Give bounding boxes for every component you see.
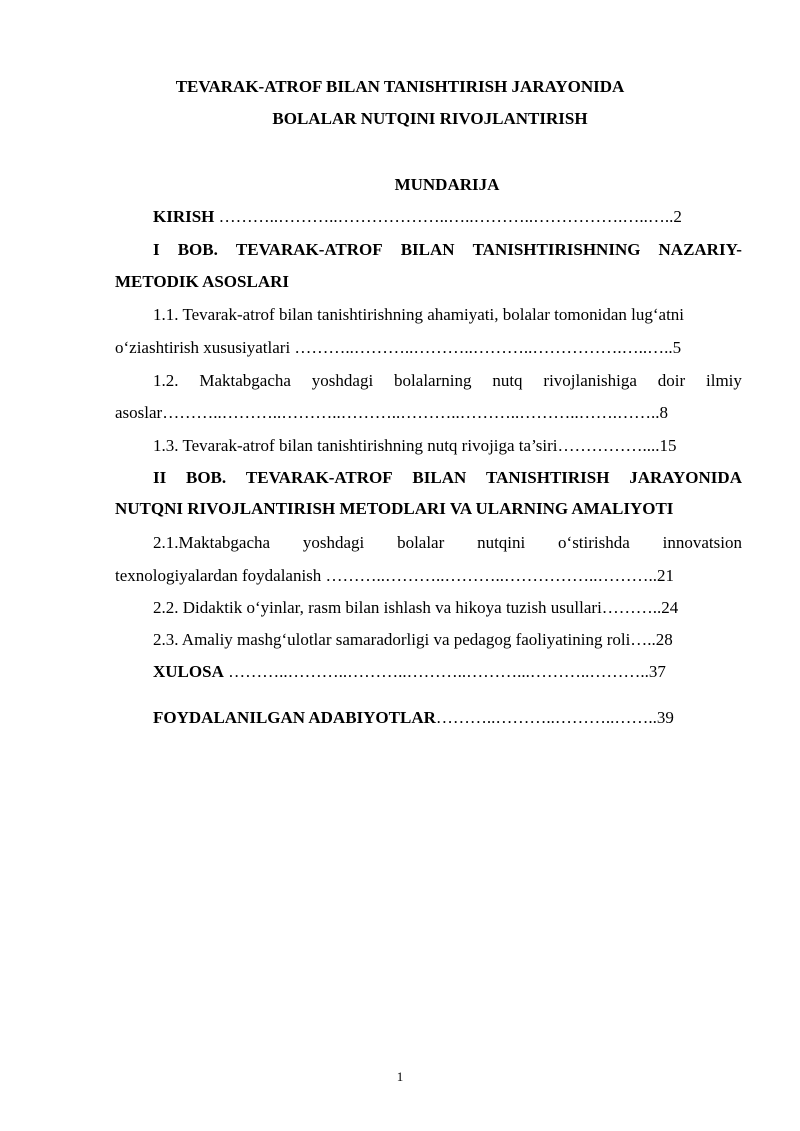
document-title-line2: BOLALAR NUTQINI RIVOJLANTIRISH [272,109,588,128]
toc-word: o‘stirishda [558,533,630,552]
toc-word: II [153,468,167,487]
page-number: 1 [396,1069,404,1084]
toc-entry-1-1-line1: 1.1. Tevarak-atrof bilan tanishtirishning ahamiyati, bolalar tomonidan lug‘atni [153,305,685,324]
toc-xulosa-label: XULOSA [153,662,224,681]
toc-word: TEVARAK-ATROF [235,240,383,259]
toc-entry-bob2-line2: NUTQNI RIVOJLANTIRISH METODLARI VA ULARNING AMALIYOTI [115,499,674,518]
toc-word: Maktabgacha [199,371,291,390]
toc-word: rivojlanishiga [543,371,637,390]
toc-entry-1-3: 1.3. Tevarak-atrof bilan tanishtirishning nutq rivojiga ta’siri……………....15 [153,436,677,455]
toc-word: 1.2. [153,371,179,390]
contents-heading: MUNDARIJA [394,175,500,194]
toc-adabiyotlar-label: FOYDALANILGAN ADABIYOTLAR [153,708,436,727]
toc-entry-bob1-line1 [153,240,742,260]
toc-entry-2-2: 2.2. Didaktik o‘yinlar, rasm bilan ishlash va hikoya tuzish usullari………..24 [153,598,679,617]
toc-word: bolalar [397,533,445,552]
toc-word: BOB. [177,240,218,259]
toc-entry-1-2-line1 [153,371,742,391]
toc-word: JARAYONIDA [629,468,742,487]
toc-word: innovatsion [662,533,742,552]
toc-word: BILAN [412,468,467,487]
toc-word: I [153,240,160,259]
document-title-line1: TEVARAK-ATROF BILAN TANISHTIRISH JARAYONIDA [175,77,625,96]
toc-word: TANISHTIRISHNING [472,240,641,259]
toc-entry-2-3: 2.3. Amaliy mashg‘ulotlar samaradorligi va pedagog faoliyatining roli…..28 [153,630,673,649]
toc-entry-adabiyotlar [153,708,674,728]
toc-word: 2.1.Maktabgacha [153,533,271,552]
toc-word: bolalarning [394,371,472,390]
toc-entry-2-1-line1 [153,533,742,553]
toc-kirish-leader: ………..………..………………..…..………..…………….…..…..2 [214,207,682,226]
toc-entry-1-2-line2: asoslar………..………..………..………..………..………..………..…….……..8 [115,403,668,422]
toc-word: BOB. [186,468,227,487]
toc-adabiyotlar-leader: ………..………..………..……..39 [435,708,674,727]
toc-entry-xulosa [153,662,666,682]
toc-kirish-label: KIRISH [153,207,215,226]
toc-word: ilmiy [706,371,742,390]
toc-word: BILAN [400,240,455,259]
toc-entry-1-1-line2: o‘ziashtirish xususiyatlari ………..………..………..………..…………….…..…..5 [115,338,682,357]
toc-word: NAZARIY- [658,240,742,259]
toc-entry-bob2-line1 [153,468,742,488]
toc-entry-kirish [153,207,682,227]
toc-word: yoshdagi [311,371,374,390]
toc-word: TEVARAK-ATROF [245,468,393,487]
toc-word: yoshdagi [302,533,365,552]
toc-word: doir [657,371,686,390]
toc-word: nutq [492,371,523,390]
toc-entry-bob1-line2: METODIK ASOSLARI [115,272,289,291]
toc-word: nutqini [477,533,526,552]
toc-xulosa-leader: ………..………..………..………..………...………..………..37 [223,662,666,681]
toc-entry-2-1-line2: texnologiyalardan foydalanish ………..………..………..……………..………..21 [115,566,675,585]
toc-word: TANISHTIRISH [486,468,610,487]
